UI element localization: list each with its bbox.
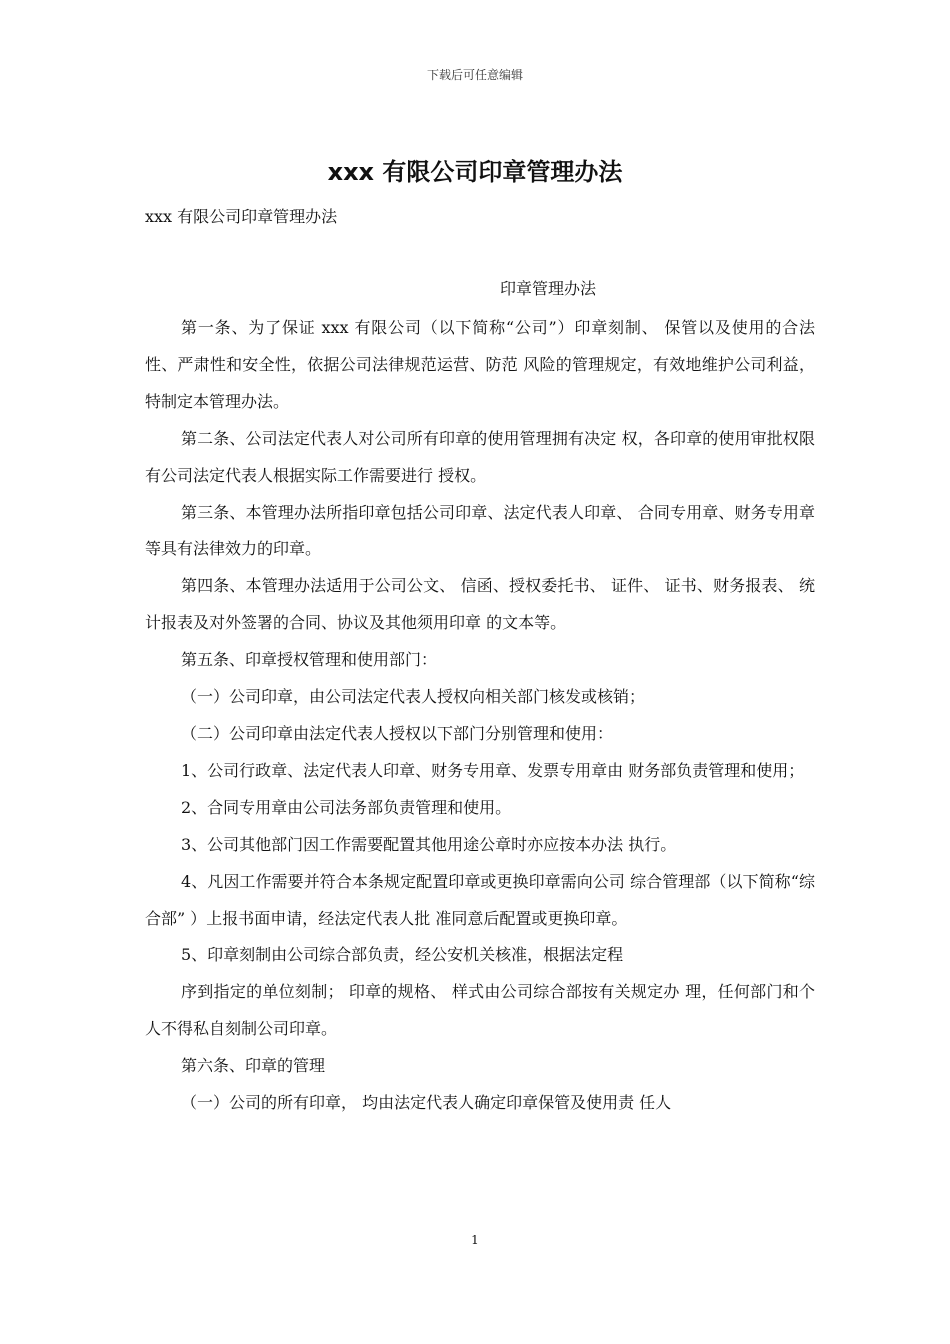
document-title: xxx 有限公司印章管理办法 (327, 158, 623, 186)
paragraph-article-3: 第三条、本管理办法所指印章包括公司印章、法定代表人印章、 合同专用章、财务专用章等具有法律效力的印章。 (145, 502, 815, 559)
document-body (145, 310, 815, 1122)
header-note: 下载后可任意编辑 (426, 68, 523, 82)
paragraph-subitem-2: 2、合同专用章由公司法务部负责管理和使用。 (181, 797, 512, 817)
section-heading: 印章管理办法 (499, 279, 596, 298)
paragraph-article-4: 第四条、本管理办法适用于公司公文、 信函、授权委托书、 证件、 证书、财务报表、 统计报表及对外签署的合同、协议及其他须用印章 的文本等。 (145, 576, 815, 633)
paragraph-article-1: 第一条、为了保证 xxx 有限公司（以下简称“公司”）印章刻制、 保管以及使用的合法性、严肃性和安全性，依据公司法律规范运营、防范 风险的管理规定，有效地维护公司利益，特制定本管理办法。 (145, 318, 815, 411)
paragraph-article-5: 第五条、印章授权管理和使用部门： (181, 650, 438, 670)
paragraph-subitem-4: 4、凡因工作需要并符合本条规定配置印章或更换印章需向公司 综合管理部（以下简称“综合部” ）上报书面申请，经法定代表人批 准同意后配置或更换印章。 (145, 871, 815, 928)
paragraph-article-6: 第六条、印章的管理 (181, 1056, 326, 1076)
paragraph-subitem-5-cont: 序到指定的单位刻制； 印章的规格、 样式由公司综合部按有关规定办 理，任何部门和个人不得私自刻制公司印章。 (145, 982, 815, 1039)
paragraph-subitem-1: 1、公司行政章、法定代表人印章、财务专用章、发票专用章由 财务部负责管理和使用； (181, 760, 805, 780)
page-number: 1 (471, 1233, 479, 1247)
paragraph-subitem-3: 3、公司其他部门因工作需要配置其他用途公章时亦应按本办法 执行。 (181, 834, 677, 854)
paragraph-item-5-2: （二）公司印章由法定代表人授权以下部门分别管理和使用： (181, 723, 614, 743)
paragraph-subitem-5: 5、印章刻制由公司综合部负责，经公安机关核准，根据法定程 (181, 945, 624, 965)
paragraph-item-5-1: （一）公司印章，由公司法定代表人授权向相关部门核发或核销； (181, 687, 646, 707)
document-subtitle: xxx 有限公司印章管理办法 (145, 207, 338, 226)
paragraph-article-2: 第二条、公司法定代表人对公司所有印章的使用管理拥有决定 权，各印章的使用审批权限有公司法定代表人根据实际工作需要进行 授权。 (145, 428, 815, 485)
paragraph-item-6-1: （一）公司的所有印章， 均由法定代表人确定印章保管及使用责 任人 (181, 1093, 672, 1113)
